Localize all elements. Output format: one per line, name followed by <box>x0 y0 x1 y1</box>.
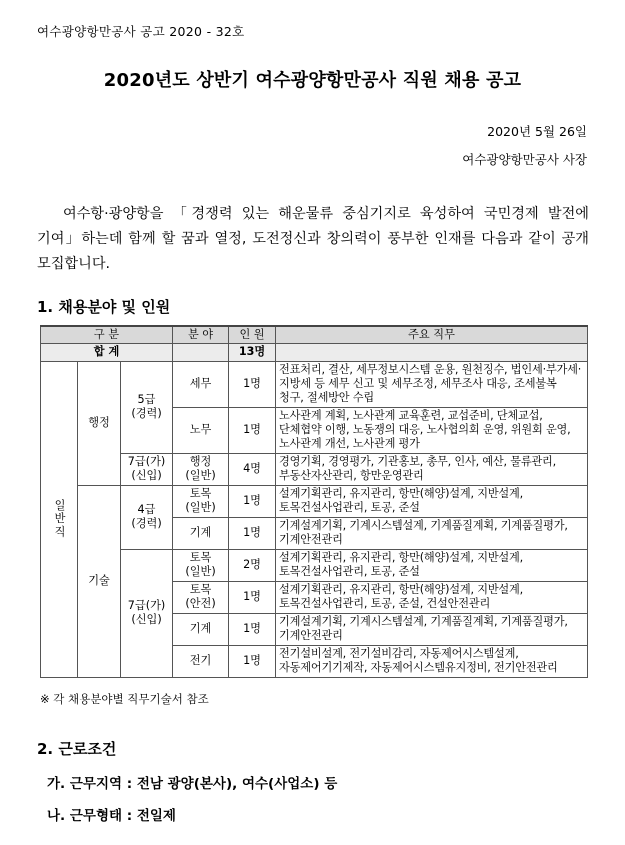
table-row <box>41 549 588 581</box>
field-cell: 세무 <box>173 361 229 407</box>
count-cell: 1명 <box>229 613 276 645</box>
count-cell: 1명 <box>229 407 276 453</box>
field-cell: 기계 <box>173 613 229 645</box>
field-cell: 전기 <box>173 645 229 677</box>
count-cell: 4명 <box>229 453 276 485</box>
job-type-cell: 일반직 <box>41 361 78 677</box>
header-field: 분 야 <box>173 326 229 343</box>
duties-cell: 노사관계 계획, 노사관계 교육훈련, 교섭준비, 단체교섭, 단체협약 이행, 노동쟁의 대응, 노사협의회 운영, 위원회 운영, 노사관계 개선, 노사관계 평가 <box>276 407 588 453</box>
duties-cell: 전기설비설계, 전기설비감리, 자동제어시스템설계, 자동제어기기제작, 자동제어시스템유지정비, 전기안전관리 <box>276 645 588 677</box>
notice-number: 여수광양항만공사 공고 2020 - 32호 <box>37 24 245 39</box>
track-cell: 행정 <box>78 361 121 485</box>
duties-cell: 전표처리, 결산, 세무정보시스템 운용, 원천징수, 법인세·부가세·지방세 등 세무 신고 및 세무조정, 세무조사 대응, 조세불복 청구, 절세방안 수립 <box>276 361 588 407</box>
duties-cell: 기계설계기획, 기계시스템설계, 기계품질계획, 기계품질평가, 기계안전관리 <box>276 517 588 549</box>
duties-cell: 설계기획관리, 유지관리, 항만(해양)설계, 지반설계, 토목건설사업관리, 토공, 준설, 건설안전관리 <box>276 581 588 613</box>
section-2-heading: 2. 근로조건 <box>37 740 117 758</box>
page-title: 2020년도 상반기 여수광양항만공사 직원 채용 공고 <box>103 70 522 91</box>
count-cell: 2명 <box>229 549 276 581</box>
table-row <box>41 453 588 485</box>
count-cell: 1명 <box>229 517 276 549</box>
grade-cell: 5급 (경력) <box>121 361 173 453</box>
table-row <box>41 485 588 517</box>
field-cell: 기계 <box>173 517 229 549</box>
track-cell: 기술 <box>78 485 121 677</box>
duties-cell: 경영기획, 경영평가, 기관홍보, 총무, 인사, 예산, 물류관리, 부동산자산관리, 항만운영관리 <box>276 453 588 485</box>
condition-work-type: 나. 근무형태 : 전일제 <box>47 808 176 824</box>
header-count: 인 원 <box>229 326 276 343</box>
header-duties: 주요 직무 <box>276 326 588 343</box>
recruitment-table <box>40 325 588 678</box>
notice-date: 2020년 5월 26일 <box>487 124 587 139</box>
table-row <box>41 361 588 407</box>
field-cell: 토목 (일반) <box>173 485 229 517</box>
total-label: 합 계 <box>41 343 173 361</box>
grade-cell: 4급 (경력) <box>121 485 173 549</box>
intro-paragraph: 여수항·광양항을 「경쟁력 있는 해운물류 중심기지로 육성하여 국민경제 발전에 기여」하는데 함께 할 꿈과 열정, 도전정신과 창의력이 풍부한 인재를 다음과 같이 공개 모집합니다. <box>37 206 589 272</box>
field-cell: 토목 (안전) <box>173 581 229 613</box>
field-cell: 노무 <box>173 407 229 453</box>
count-cell: 1명 <box>229 361 276 407</box>
duties-cell: 설계기획관리, 유지관리, 항만(해양)설계, 지반설계, 토목건설사업관리, 토공, 준설 <box>276 485 588 517</box>
table-header-row <box>41 326 588 343</box>
field-cell: 행정 (일반) <box>173 453 229 485</box>
duties-cell: 기계설계기획, 기계시스템설계, 기계품질계획, 기계품질평가, 기계안전관리 <box>276 613 588 645</box>
total-duties-empty <box>276 343 588 361</box>
duties-cell: 설계기획관리, 유지관리, 항만(해양)설계, 지반설계, 토목건설사업관리, 토공, 준설 <box>276 549 588 581</box>
condition-work-location: 가. 근무지역 : 전남 광양(본사), 여수(사업소) 등 <box>47 776 338 792</box>
section-1-heading: 1. 채용분야 및 인원 <box>37 298 171 316</box>
total-row <box>41 343 588 361</box>
header-category: 구 분 <box>41 326 173 343</box>
count-cell: 1명 <box>229 581 276 613</box>
table-footnote: ※ 각 채용분야별 직무기술서 참조 <box>40 692 209 706</box>
grade-cell: 7급(가) (신입) <box>121 453 173 485</box>
grade-cell: 7급(가) (신입) <box>121 549 173 677</box>
field-cell: 토목 (일반) <box>173 549 229 581</box>
issuer: 여수광양항만공사 사장 <box>462 152 587 167</box>
total-count: 13명 <box>229 343 276 361</box>
count-cell: 1명 <box>229 485 276 517</box>
count-cell: 1명 <box>229 645 276 677</box>
total-empty-cell <box>173 343 229 361</box>
